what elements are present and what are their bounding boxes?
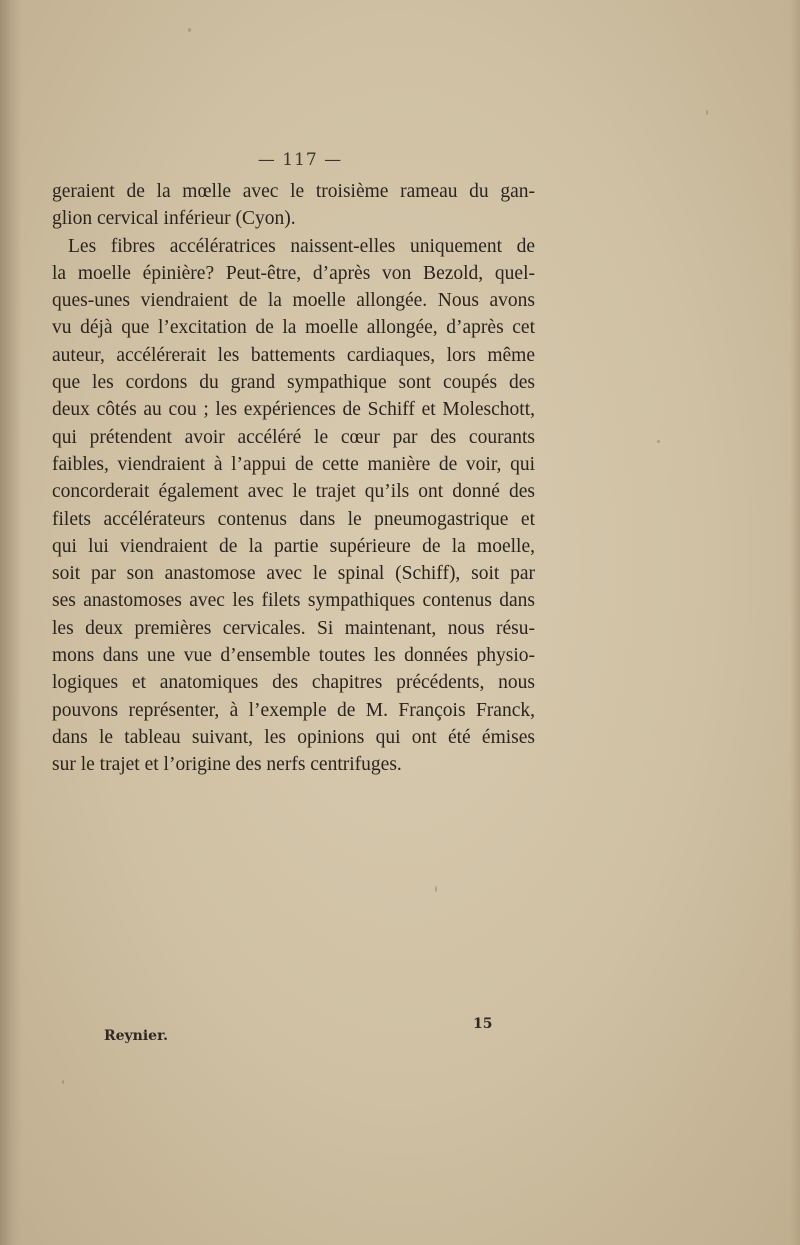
paper-speck <box>62 1080 64 1084</box>
page-number-header: — 117 — <box>257 150 343 170</box>
footer-author: Reynier. <box>104 1028 169 1044</box>
text-line: sur le trajet et l’origine des nerfs centrifuges. <box>52 754 402 776</box>
text-line: concorderait également avec le trajet qu’ils ont donné des <box>52 481 535 503</box>
text-line: ses anastomoses avec les filets sympathiques contenus dans <box>52 590 535 612</box>
text-line: dans le tableau suivant, les opinions qui ont été émises <box>52 726 535 748</box>
text-line: auteur, accélérerait les battements cardiaques, lors même <box>52 344 535 366</box>
text-line: filets accélérateurs contenus dans le pneumogastrique et <box>52 508 535 530</box>
text-line: glion cervical inférieur (Cyon). <box>52 208 296 230</box>
text-line: qui lui viendraient de la partie supérieure de la moelle, <box>52 535 535 557</box>
text-line: faibles, viendraient à l’appui de cette manière de voir, qui <box>52 453 535 475</box>
page-binding-shadow <box>0 0 22 1245</box>
paper-speck <box>657 440 660 443</box>
text-line: soit par son anastomose avec le spinal (Schiff), soit par <box>52 563 535 585</box>
text-line: geraient de la mœlle avec le troisième rameau du gan- <box>52 181 535 202</box>
text-line: qui prétendent avoir accéléré le cœur par des courants <box>52 426 535 448</box>
footer-signature-number: 15 <box>473 1016 493 1032</box>
text-line: logiques et anatomiques des chapitres précédents, nous <box>52 672 535 694</box>
text-line: la moelle épinière? Peut-être, d’après von Bezold, quel- <box>52 262 535 284</box>
text-line: ques-unes viendraient de la moelle allongée. Nous avons <box>52 290 535 312</box>
text-line: Les fibres accélératrices naissent-elles uniquement de <box>68 235 535 257</box>
paper-speck <box>435 886 437 892</box>
text-line: les deux premières cervicales. Si maintenant, nous résu- <box>52 617 535 639</box>
text-line: pouvons représenter, à l’exemple de M. François Franck, <box>52 699 535 721</box>
text-line: deux côtés au cou ; les expériences de Schiff et Moleschott, <box>52 399 535 421</box>
text-line: mons dans une vue d’ensemble toutes les données physio- <box>52 645 535 667</box>
paper-speck <box>706 110 708 115</box>
text-line: que les cordons du grand sympathique sont coupés des <box>52 372 535 394</box>
paper-speck <box>188 28 191 32</box>
page-edge-shadow <box>790 0 800 1245</box>
body-text <box>52 178 535 779</box>
text-line: vu déjà que l’excitation de la moelle allongée, d’après cet <box>52 317 535 339</box>
